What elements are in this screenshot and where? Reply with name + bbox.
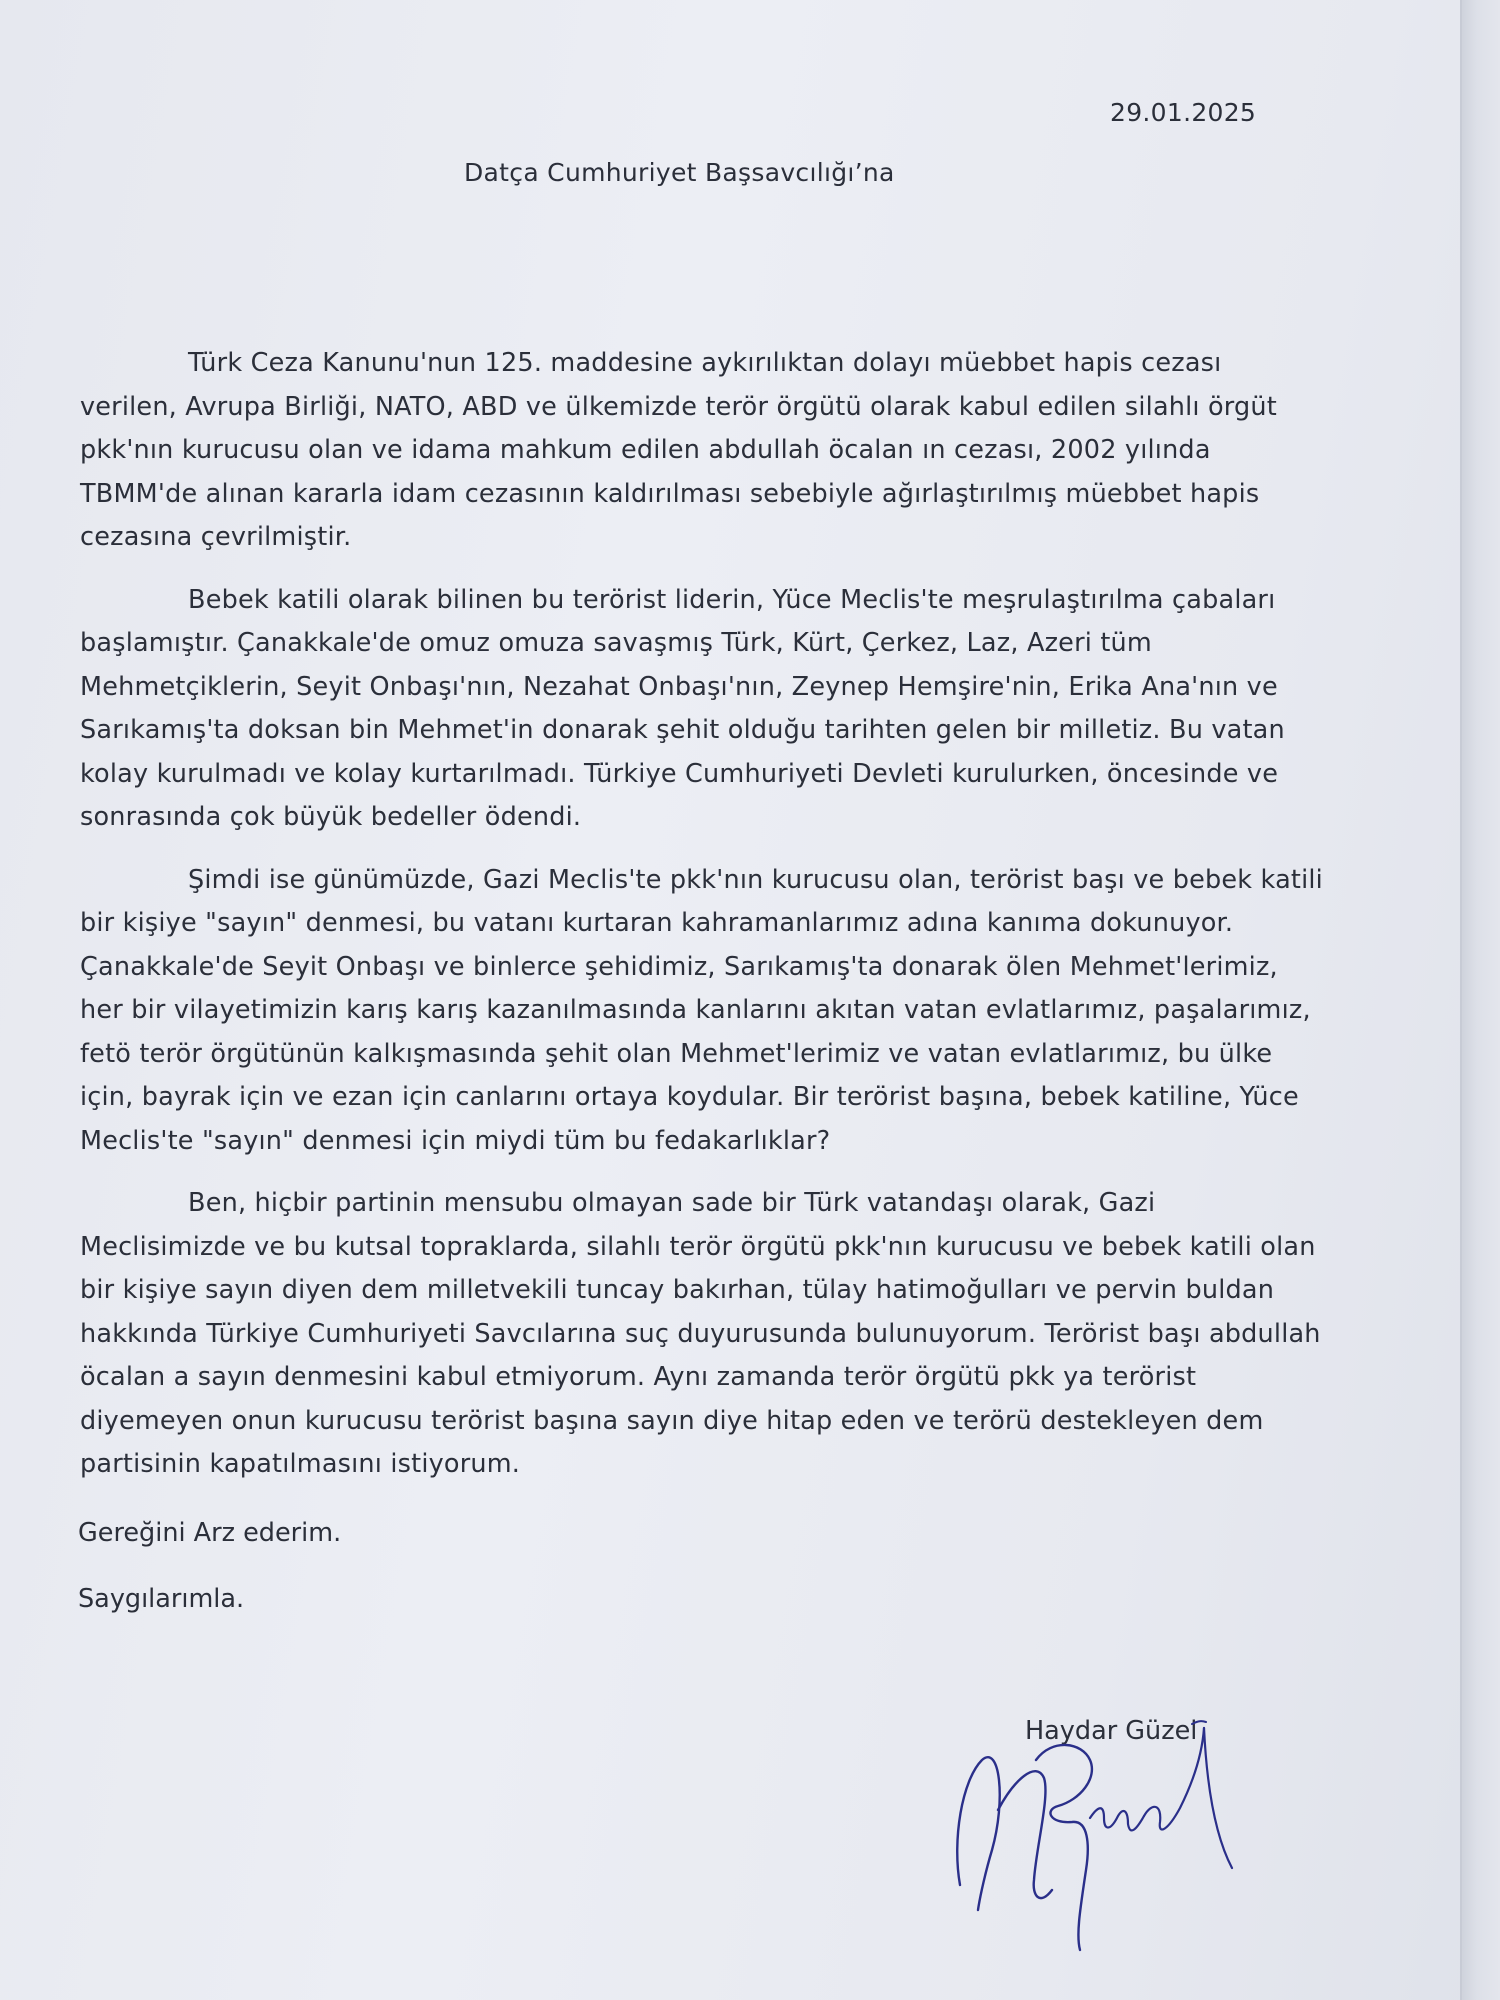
closing-greeting: Saygılarımla. (78, 1584, 245, 1614)
closing-request: Gereğini Arz ederim. (78, 1518, 342, 1548)
handwritten-signature (940, 1720, 1260, 1960)
letter-body (80, 342, 1325, 1506)
body-paragraph-2: Bebek katili olarak bilinen bu terörist liderin, Yüce Meclis'te meşrulaştırılma çabaları başlamıştır. Çanakkale'de omuz omuza savaşmış Türk, Kürt, Çerkez, Laz, Azeri tüm Mehmetçiklerin, Seyit Onbaşı'nın, Nezahat Onbaşı'nın, Zeynep Hemşire'nin, Erika Ana'nın ve Sarıkamış'ta doksan bin Mehmet'in donarak şehit olduğu tarihten gelen bir milletiz. Bu vatan kolay kurulmadı ve kolay kurtarılmadı. Türkiye Cumhuriyeti Devleti kurulurken, öncesinde ve sonrasında çok büyük bedeller ödendi. (80, 584, 1285, 832)
recipient-line: Datça Cumhuriyet Başsavcılığı’na (464, 158, 895, 187)
body-paragraph-1: Türk Ceza Kanunu'nun 125. maddesine aykırılıktan dolayı müebbet hapis cezası verilen, Avrupa Birliği, NATO, ABD ve ülkemizde terör örgütü olarak kabul edilen silahlı örgüt pkk'nın kurucusu olan ve idama mahkum edilen abdullah öcalan ın cezası, 2002 yılında TBMM'de alınan kararla idam cezasının kaldırılması sebebiyle ağırlaştırılmış müebbet hapis cezasına çevrilmiştir. (80, 348, 1277, 552)
body-paragraph-4: Ben, hiçbir partinin mensubu olmayan sade bir Türk vatandaşı olarak, Gazi Meclisimizde ve bu kutsal topraklarda, silahlı terör örgütü pkk'nın kurucusu ve bebek katili olan bir kişiye sayın diyen dem milletvekili tuncay bakırhan, tülay hatimoğulları ve pervin buldan hakkında Türkiye Cumhuriyeti Savcılarına suç duyurusunda bulunuyorum. Terörist başı abdullah öcalan a sayın denmesini kabul etmiyorum. Aynı zamanda terör örgütü pkk ya terörist diyemeyen onun kurucusu terörist başına sayın diye hitap eden ve terörü destekleyen dem partisinin kapatılmasını istiyorum. (80, 1188, 1321, 1479)
letter-date: 29.01.2025 (1110, 98, 1257, 127)
signer-name: Haydar Güzel (1025, 1716, 1198, 1746)
body-paragraph-3: Şimdi ise günümüzde, Gazi Meclis'te pkk'nın kurucusu olan, terörist başı ve bebek katili bir kişiye "sayın" denmesi, bu vatanı kurtaran kahramanlarımız adına kanıma dokunuyor. Çanakkale'de Seyit Onbaşı ve binlerce şehidimiz, Sarıkamış'ta donarak ölen Mehmet'lerimiz, her bir vilayetimizin karış karış kazanılmasında kanlarını akıtan vatan evlatlarımız, paşalarımız, fetö terör örgütünün kalkışmasında şehit olan Mehmet'lerimiz ve vatan evlatlarımız, bu ülke için, bayrak için ve ezan için canlarını ortaya koydular. Bir terörist başına, bebek katiline, Yüce Meclis'te "sayın" denmesi için miydi tüm bu fedakarlıklar? (80, 864, 1323, 1156)
